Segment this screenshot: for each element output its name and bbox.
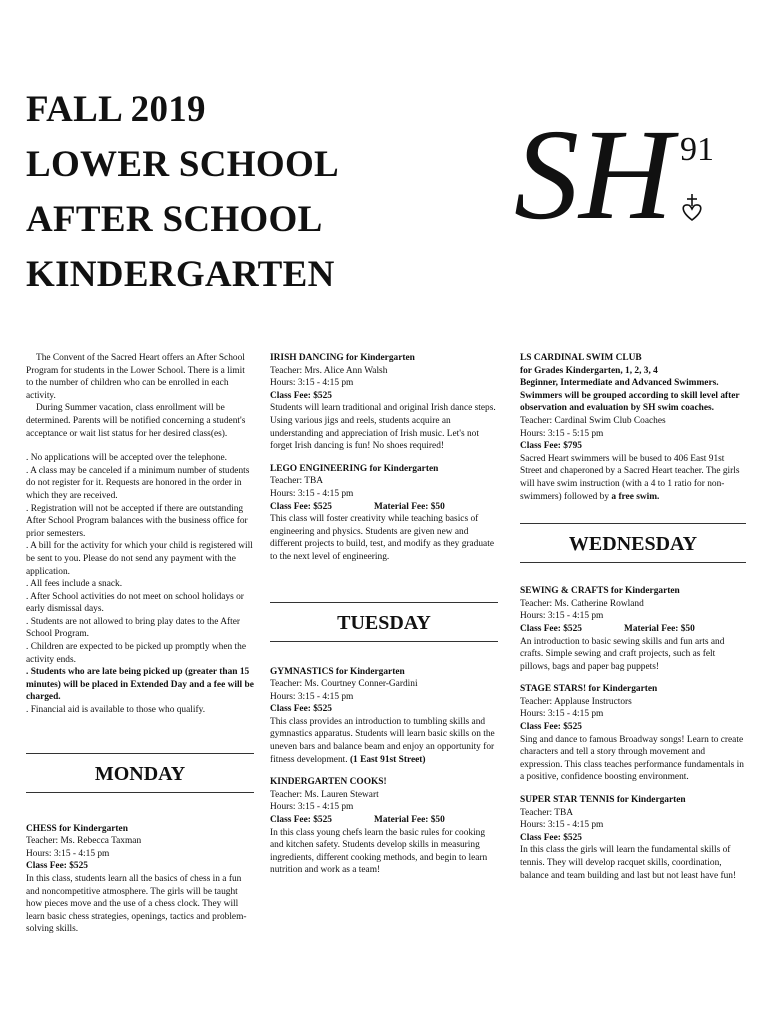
class-teacher: Teacher: Ms. Lauren Stewart xyxy=(270,789,379,800)
logo-number: 91 xyxy=(680,131,714,168)
class-fee: Class Fee: $525 xyxy=(520,623,582,634)
class-title: GYMNASTICS for Kindergarten xyxy=(270,666,405,677)
page-title xyxy=(26,82,486,302)
class-teacher: Teacher: TBA xyxy=(270,476,324,487)
logo-letters: SH xyxy=(514,103,673,247)
day-heading-tuesday: TUESDAY xyxy=(337,611,431,634)
class-swim-club xyxy=(520,352,746,503)
divider xyxy=(520,523,746,524)
class-title: CHESS for Kindergarten xyxy=(26,823,128,834)
class-levels: Beginner, Intermediate and Advanced Swimmers. Swimmers will be grouped according to skill level after observation and evaluation by SH swim coaches. xyxy=(520,378,740,414)
class-location: (1 East 91st Street) xyxy=(349,754,426,765)
class-teacher: Teacher: Ms. Courtney Conner-Gardini xyxy=(270,679,418,690)
class-fee: Class Fee: $525 xyxy=(26,861,88,872)
class-description: This class will foster creativity while teaching basics of engineering and physics. Students are given new and different projects to build, test, and modify as they graduate to the next level of engineering. xyxy=(270,514,494,562)
class-title: IRISH DANCING for Kindergarten xyxy=(270,353,415,363)
divider xyxy=(270,602,498,603)
column-left xyxy=(26,352,254,946)
class-kindergarten-cooks xyxy=(270,776,498,877)
class-stage-stars xyxy=(520,683,746,784)
class-fee: Class Fee: $795 xyxy=(520,441,582,452)
school-logo xyxy=(512,100,722,250)
policy-item: . A bill for the activity for which your child is registered will be sent to you. Please do not send any payment with the application. xyxy=(26,541,253,577)
class-description: Sing and dance to famous Broadway songs! Learn to create characters and tell a story through movement and expression. This class teaches performance fundamentals in a positive, confidence boosting environment. xyxy=(520,734,744,783)
class-super-star-tennis xyxy=(520,794,746,882)
day-heading-monday: MONDAY xyxy=(94,762,186,785)
class-lego-engineering xyxy=(270,463,498,564)
class-title: KINDERGARTEN COOKS! xyxy=(270,777,387,788)
intro-paragraph-2: During Summer vacation, class enrollment will be determined. Parents will be notified concerning a student's acceptance or wait list status for her desired class(es). xyxy=(26,403,246,439)
intro-paragraph-1: The Convent of the Sacred Heart offers an After School Program for students in the Lower School. There is a limit to the number of children who can be enrolled in each activity. xyxy=(26,353,245,401)
class-hours: Hours: 3:15 - 4:15 pm xyxy=(270,802,354,813)
class-teacher: Teacher: Applause Instructors xyxy=(520,696,632,707)
class-description: In this class, students learn all the basics of chess in a fun and noncompetitive atmosphere. The girls will be taught how pieces move and the use of a chess clock. They will learn basic chess strategies, openings, tactics and problem-solving skills. xyxy=(26,874,247,935)
class-fee: Class Fee: $525 xyxy=(270,390,332,401)
material-fee: Material Fee: $50 xyxy=(373,501,445,512)
class-hours: Hours: 3:15 - 4:15 pm xyxy=(520,820,604,831)
day-heading-wednesday: WEDNESDAY xyxy=(568,533,698,556)
class-hours: Hours: 3:15 - 4:15 pm xyxy=(520,611,604,622)
class-hours: Hours: 3:15 - 4:15 pm xyxy=(270,488,354,499)
class-fee: Class Fee: $525 xyxy=(270,815,332,826)
class-hours: Hours: 3:15 - 5:15 pm xyxy=(520,428,604,439)
policy-item: . Registration will not be accepted if there are outstanding After School Program balances with the business office for prior semesters. xyxy=(26,503,248,539)
class-description: Sacred Heart swimmers will be bused to 406 East 91st Street and chaperoned by a Sacred Heart teacher. The girls will have swim instruction (with a 4 to 1 ratio for non-swimmers) followed by xyxy=(520,453,740,502)
class-teacher: Teacher: Cardinal Swim Club Coaches xyxy=(520,415,666,426)
title-line-3: AFTER SCHOOL xyxy=(26,199,323,240)
material-fee: Material Fee: $50 xyxy=(623,623,695,634)
policy-item: . Children are expected to be picked up promptly when the activity ends. xyxy=(26,642,246,665)
class-teacher: Teacher: Ms. Catherine Rowland xyxy=(520,598,644,609)
class-irish-dancing xyxy=(270,352,498,453)
policy-item-late-pickup: . Students who are late being picked up (greater than 15 minutes) will be placed in Extended Day and a fee will be charged. xyxy=(26,667,254,703)
policy-item: . Students are not allowed to bring play dates to the After School Program. xyxy=(26,616,241,640)
material-fee: Material Fee: $50 xyxy=(373,815,445,826)
class-sewing-crafts xyxy=(520,585,746,673)
policy-item: . Financial aid is available to those who qualify. xyxy=(26,705,206,716)
class-chess xyxy=(26,823,254,936)
class-title: SUPER STAR TENNIS for Kindergarten xyxy=(520,795,686,806)
heart-cross-icon xyxy=(683,194,701,220)
class-hours: Hours: 3:15 - 4:15 pm xyxy=(26,848,110,859)
class-description: In this class young chefs learn the basic rules for cooking and kitchen safety. Students develop skills in measuring ingredients, different cooking methods, and begin to learn nutrition and work as a team! xyxy=(270,827,488,876)
class-subtitle: for Grades Kindergarten, 1, 2, 3, 4 xyxy=(520,365,658,376)
policy-item: . No applications will be accepted over the telephone. xyxy=(26,453,227,464)
class-hours: Hours: 3:15 - 4:15 pm xyxy=(270,378,354,389)
class-fee: Class Fee: $525 xyxy=(270,704,332,715)
class-hours: Hours: 3:15 - 4:15 pm xyxy=(520,709,604,720)
class-description: In this class the girls will learn the fundamental skills of tennis. They will develop racquet skills, coordination, balance and team building and last but not least have fun! xyxy=(520,845,737,881)
divider xyxy=(26,753,254,754)
class-hours: Hours: 3:15 - 4:15 pm xyxy=(270,691,354,702)
column-middle xyxy=(270,352,498,887)
class-description: This class provides an introduction to tumbling skills and gymnastics apparatus. Students will learn basic skills on the uneven bars and balance beam and enjoy an opportunity for fitness development. xyxy=(270,716,495,765)
column-right xyxy=(520,352,746,892)
title-line-4: KINDERGARTEN xyxy=(26,254,335,295)
class-fee: Class Fee: $525 xyxy=(270,501,332,512)
policy-item: . A class may be canceled if a minimum number of students do not register for it. Requests are honored in the order in which they are received. xyxy=(26,465,250,501)
class-title: LEGO ENGINEERING for Kindergarten xyxy=(270,463,439,474)
class-fee: Class Fee: $525 xyxy=(520,832,582,843)
class-teacher: Teacher: Mrs. Alice Ann Walsh xyxy=(270,365,388,376)
policy-item: . All fees include a snack. xyxy=(26,579,123,590)
class-description: Students will learn traditional and original Irish dance steps. Using various jigs and reels, students acquire an understanding and appreciation of Irish music. Let's not forget Irish dancing is fun! No shoes required! xyxy=(270,403,496,452)
class-teacher: Teacher: Ms. Rebecca Taxman xyxy=(26,836,142,847)
class-teacher: Teacher: TBA xyxy=(520,807,574,818)
class-title: SEWING & CRAFTS for Kindergarten xyxy=(520,586,680,597)
title-line-1: FALL 2019 xyxy=(26,89,206,130)
policy-item: . After School activities do not meet on school holidays or early dismissal days. xyxy=(26,591,244,615)
class-description: An introduction to basic sewing skills and fun arts and crafts. Simple sewing and craft projects, such as felt pillows, bags and paper bag puppets! xyxy=(520,636,725,672)
class-title: STAGE STARS! for Kindergarten xyxy=(520,684,658,695)
title-line-2: LOWER SCHOOL xyxy=(26,144,340,185)
class-fee: Class Fee: $525 xyxy=(520,722,582,733)
class-title: LS CARDINAL SWIM CLUB xyxy=(520,353,642,363)
class-gymnastics xyxy=(270,666,498,767)
class-free-swim: a free swim. xyxy=(611,491,660,502)
